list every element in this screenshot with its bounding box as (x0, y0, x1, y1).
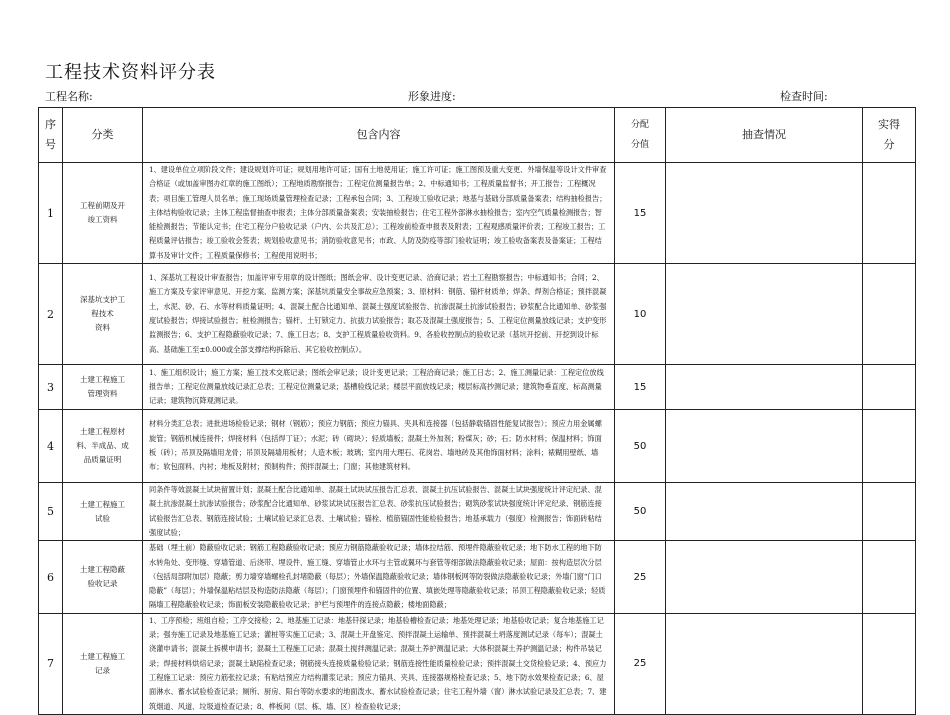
project-name-label: 工程名称: (45, 90, 93, 103)
row-content: 材料分类汇总表；进批进场检验记录；钢材（钢筋）；预应力钢筋；预应力锚具、夹具和连接器（包括静载锚固性能复试报告）；预应力用金属螺旋管；钢筋机械连接件；焊接材料（包括焊丁证）；水泥；砖（砌块）；轻质墙板；混凝土外加剂；粉煤灰；砂；石；防水材料；保温材料；饰面板（砖）；吊顶及隔墙用龙骨；吊顶及隔墙用板材；人造木板；玻璃；室内用大理石、花岗岩、墙地砖及其他饰面材料；涂料；裱糊用壁纸、墙布；软包面料、内衬；地板及附材；预制构件；预拌混凝土；门窗；其他建筑材料。 (143, 410, 615, 483)
row-category: 土建工程施工 记录 (63, 613, 143, 714)
row-score: 50 (615, 410, 666, 483)
row-check-cell[interactable] (666, 613, 863, 714)
row-actual-cell[interactable] (863, 613, 916, 714)
row-no: 4 (39, 410, 63, 483)
row-check-cell[interactable] (666, 365, 863, 410)
score-table (38, 107, 916, 715)
header-category: 分类 (63, 108, 143, 163)
row-category: 土建工程原材 料、半成品、成 品质量证明 (63, 410, 143, 483)
row-category: 土建工程施工 管理资料 (63, 365, 143, 410)
row-no: 7 (39, 613, 63, 714)
row-no: 6 (39, 541, 63, 613)
table-row (39, 410, 916, 483)
row-category: 深基坑支护工 程技术 资料 (63, 264, 143, 365)
row-content: 1、建设单位立项阶段文件；建设规划许可证；规划用地许可证；国有土地使用证；施工许可证；施工图预及重大变更、外墙保温等设计文件审查合格证（或加盖审图办红章的施工图纸）；工程地质勘察报告；工程定位测量报告单；2、中标通知书；工程质量监督书；开工报告；工程概况表；项目施工管理人员名单；施工现场质量管理检查记录；工程承包合同；3、工程竣工验收记录；地基与基础分部质量备案表；结构抽检报告；主体结构验收记录；主体工程监督抽查申报表；主体分部质量备案表；安装抽检报告；住宅工程外部淋水抽检报告；室内空气质量检测报告；智能检测报告；节能认定书；住宅工程分户验收记录（户内、公共及汇总）；工程竣前检查申报表及附表；工程观感质量评价表；工程竣工报告；工程质量评估报告；竣工验收会签表；规划验收意见书；消防验收意见书；市政、人防及防疫等部门验收证明；竣工验收备案表及备案证；工程结算书及审计文件；工程质量保修书；工程使用说明书； (143, 163, 615, 264)
row-content: 1、工序预检；班组自检；工序交接检；2、地基施工记录：地基钎探记录；地基验槽检查记录；地基处理记录；地基验收记录；复合地基施工记录；强夯施工记录及地基施工记录；灌桩等实施工记录；3、混凝土开盘鉴定、预拌混凝土运输单、预拌混凝土坍落度测试记录（每车）；混凝土浇灌申请书；混凝土拆模申请书；混凝土工程施工记录；混凝土搅拌测温记录；混凝土养护测温记录；大体积混凝土养护测温记录；构件吊装记录；焊接材料烘焙记录；混凝土缺陷检查记录；钢筋接头连接质量检验记录；钢筋连接性能质量检验记录；预拌混凝土交货检验记录；4、预应力工程施工记录：预应力筋张拉记录；有粘结预应力结构灌浆记录；预应力锚具、夹具、连接器规格检查记录；5、地下防水效果检查记录；6、屋面淋水、蓄水试验检查记录；厕所、厨房、阳台等防水要求的地面泼水、蓄水试验检查记录；住宅工程外墙（窗）淋水试验记录及汇总表；7、建筑烟道、风道、垃圾道检查记录；8、桦板间（层、栋、墙、区）检查验收记录； (143, 613, 615, 714)
row-no: 5 (39, 483, 63, 541)
page-title: 工程技术资料评分表 (45, 62, 216, 83)
progress-label: 形象进度: (408, 90, 456, 103)
table-header-row (39, 108, 916, 163)
table-row (39, 163, 916, 264)
row-category: 土建工程施工 试验 (63, 483, 143, 541)
row-score: 15 (615, 365, 666, 410)
header-no: 序 号 (39, 108, 63, 163)
row-category: 工程前期及开 竣工资料 (63, 163, 143, 264)
row-actual-cell[interactable] (863, 264, 916, 365)
row-content: 1、施工组织设计；施工方案；施工技术交底记录；图纸会审记录；设计变更记录；工程洽商记录；施工日志；2、施工测量记录：工程定位放线报告单；工程定位测量放线记录汇总表；工程定位测量记录；基槽验线记录；楼层平面放线记录；楼层标高抄测记录；建筑物垂直度、标高测量记录；建筑物沉降观测记录。 (143, 365, 615, 410)
row-check-cell[interactable] (666, 264, 863, 365)
row-score: 25 (615, 613, 666, 714)
table-row (39, 613, 916, 714)
row-check-cell[interactable] (666, 483, 863, 541)
table-row (39, 264, 916, 365)
row-category: 土建工程隐蔽 验收记录 (63, 541, 143, 613)
row-no: 3 (39, 365, 63, 410)
row-score: 25 (615, 541, 666, 613)
row-check-cell[interactable] (666, 410, 863, 483)
row-actual-cell[interactable] (863, 483, 916, 541)
table-row (39, 483, 916, 541)
row-actual-cell[interactable] (863, 410, 916, 483)
table-row (39, 541, 916, 613)
row-content: 1、深基坑工程设计审查报告；加盖评审专用章的设计图纸；图纸会审、设计变更记录、洽商记录；岩土工程勘察报告；中标通知书；合同；2、施工方案及专家评审意见、开挖方案、监测方案；深基坑质量安全事故应急预案；3、原材料：钢筋、锚杆材质单；焊条、焊剂合格证；预拌混凝土，水泥、砂、石、水等材料质量证明；4、混凝土配合比通知单、混凝土强度试验报告、抗渗混凝土抗渗试验报告；砂浆配合比通知单、砂浆强度试验报告；焊接试验报告；桩检测报告；锚杆、土钉锁定力、抗拔力试验报告；取芯及混凝土强度报告；5、工程定位测量放线记录；支护变形监测报告；6、支护工程隐蔽验收记录；7、施工日志；8、支护工程质量验收资料。9、各验收控制点的验收记录（基坑开挖前、开挖到设计标高、基础施工至±0.000或全部支撑结构拆除后、其它验收控制点）。 (143, 264, 615, 365)
row-actual-cell[interactable] (863, 365, 916, 410)
row-actual-cell[interactable] (863, 541, 916, 613)
row-actual-cell[interactable] (863, 163, 916, 264)
row-no: 1 (39, 163, 63, 264)
header-content: 包含内容 (143, 108, 615, 163)
header-actual: 实得 分 (863, 108, 916, 163)
header-check: 抽查情况 (666, 108, 863, 163)
header-score: 分配 分值 (615, 108, 666, 163)
row-check-cell[interactable] (666, 541, 863, 613)
row-check-cell[interactable] (666, 163, 863, 264)
table-row (39, 365, 916, 410)
row-score: 15 (615, 163, 666, 264)
row-score: 50 (615, 483, 666, 541)
row-score: 10 (615, 264, 666, 365)
check-time-label: 检查时间: (780, 90, 828, 103)
row-content: 基础（埋土前）隐蔽验收记录；钢筋工程隐蔽验收记录；预应力钢筋隐蔽验收记录；墙体拉结筋、预埋件隐蔽验收记录；地下防水工程的地下防水转角处、变形缝、穿墙管道、后浇带、埋设件、施工缝、穿墙管止水环与主管或翼环与套管等细部做法隐蔽验收记录；屋面：按构造层次分层（包括局部附加层）隐蔽；剪力墙穿墙螺栓孔封堵隐蔽（每层）；外墙保温隐蔽验收记录；墙体钢板网等防裂做法隐蔽验收记录；外墙门窗“门口隐蔽”（每层）；外墙保温粘结层及构造防法隐蔽（每层）；门窗预埋件和锚固件的位置、填嵌处理等隐蔽验收记录；吊顶工程隐蔽验收记录；轻质隔墙工程隐蔽验收记录；饰面板安装隐蔽验收记录；护栏与预埋件的连接点隐蔽；楼地面隐蔽； (143, 541, 615, 613)
row-no: 2 (39, 264, 63, 365)
row-content: 同条件等效混凝土试块留置计划；混凝土配合比通知单、混凝土试块试压报告汇总表、混凝土抗压试验报告、混凝土试块强度统计评定纪录、混凝土抗渗混凝土抗渗试验报告；砂浆配合比通知单、砂浆试块试压报告汇总表、砂浆抗压试验报告；砌筑砂浆试块强度统计评定纪录、钢筋连接试验报告汇总表、钢筋连接试验；土壤试验记录汇总表、土壤试验；锚栓、植筋锚固性能检验报告；地基承载力（强度）检测报告；饰面砖粘结强度试验； (143, 483, 615, 541)
